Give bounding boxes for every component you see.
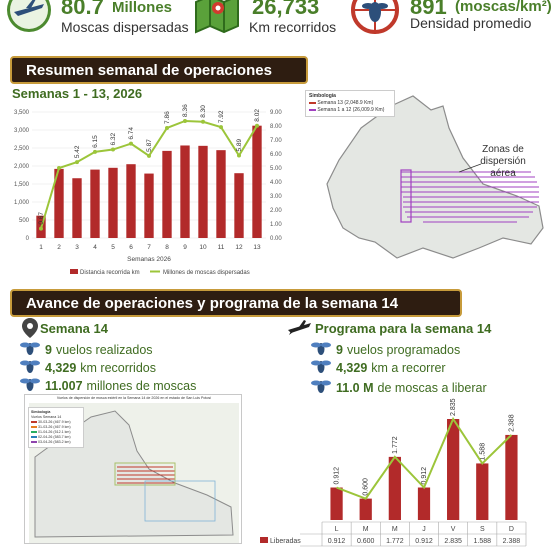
map2-legend-item: 31-03-26 (467.9 km)	[31, 425, 81, 430]
week14-flies: 11.007 millones de moscas	[19, 376, 196, 395]
x-tick-label: 9	[183, 244, 187, 251]
fly-icon	[310, 340, 332, 359]
data-label: 0.600	[362, 478, 370, 496]
x-tick-label: 10	[199, 244, 207, 251]
map1-legend-item: Semana 1 a 12 (26,009.9 Km)	[309, 107, 391, 114]
bar	[144, 174, 153, 238]
x-tick-label: 2	[57, 244, 61, 251]
line-point	[147, 154, 151, 158]
y2-tick-label: 4.00	[270, 180, 282, 186]
y2-tick-label: 1.00	[270, 222, 282, 228]
x-tick-label: 1	[39, 244, 43, 251]
bar	[476, 463, 488, 520]
weeks-range-title: Semanas 1 - 13, 2026	[12, 86, 143, 101]
y-tick-label: 1,000	[13, 200, 29, 206]
program14-title: Programa para la semana 14	[315, 321, 492, 336]
map1-legend	[305, 90, 395, 117]
y2-tick-label: 7.00	[270, 138, 282, 144]
line-point	[93, 150, 97, 154]
x-tick-label: V	[450, 526, 456, 533]
x-tick-label: L	[334, 526, 339, 533]
line-point	[39, 227, 43, 231]
table-row-label: Liberadas	[270, 538, 301, 545]
x-tick-label: S	[479, 526, 485, 533]
kpi-density-label: Densidad promedio	[410, 15, 532, 31]
x-tick-label: 6	[129, 244, 133, 251]
y2-tick-label: 6.00	[270, 152, 282, 158]
data-label: 7.86	[164, 111, 171, 124]
data-label: 0.912	[333, 466, 341, 485]
y2-tick-label: 0.00	[270, 236, 282, 242]
line-point	[165, 126, 169, 130]
table-cell: 0.600	[356, 538, 375, 545]
progress-banner: Avance de operaciones y programa de la semana 14	[10, 289, 462, 317]
x-tick-label: J	[422, 526, 426, 533]
line-point	[219, 125, 223, 129]
kpi-strip	[0, 0, 550, 46]
line-point	[75, 160, 79, 164]
data-label: 8.36	[182, 104, 189, 117]
data-label: 2.388	[508, 414, 516, 432]
airplane-icon	[4, 0, 54, 43]
line-point	[255, 124, 259, 128]
airplane-icon	[287, 320, 313, 341]
y-tick-label: 500	[18, 218, 29, 224]
bar	[72, 178, 81, 238]
data-label: 5.42	[74, 145, 81, 159]
y2-tick-label: 5.00	[270, 166, 282, 172]
bar	[389, 457, 401, 520]
x-tick-label: 4	[93, 244, 97, 251]
bar	[234, 173, 243, 238]
dispersion-map-week14	[24, 394, 242, 544]
bar	[252, 126, 261, 238]
x-tick-label: 5	[111, 244, 115, 251]
x-tick-label: D	[508, 526, 514, 533]
data-label: 5.87	[146, 139, 153, 152]
legend-label: Distancia recorrida km	[80, 270, 140, 276]
map2-legend-title: Simbología	[31, 410, 51, 414]
y2-tick-label: 3.00	[270, 194, 282, 200]
table-cell: 0.912	[415, 538, 433, 545]
map1-zone-label: Zonas de dispersión aérea	[480, 144, 526, 179]
table-cell: 1.772	[386, 538, 404, 545]
data-label: 6.15	[92, 135, 99, 148]
x-tick-label: 13	[253, 244, 261, 251]
legend-label: Millones de moscas dispersadas	[163, 270, 250, 276]
kpi-flies-value: 80.7	[61, 0, 104, 19]
y-tick-label: 3,500	[13, 110, 29, 116]
x-tick-label: 3	[75, 244, 79, 251]
table-cell: 2.388	[502, 538, 521, 545]
data-label: 1.772	[391, 436, 399, 454]
map2-legend-item: 30-03-26 (467.9 km)	[31, 420, 81, 425]
map2-legend	[28, 407, 84, 448]
daily-release-chart	[270, 396, 550, 550]
week14-flights: 9 vuelos realizados	[19, 340, 153, 359]
table-cell: 1.588	[473, 538, 492, 545]
y-tick-label: 0	[25, 236, 29, 242]
bar	[418, 488, 430, 520]
kpi-km-label: Km recorridos	[249, 19, 337, 35]
mosquito-icon	[347, 0, 403, 45]
y2-tick-label: 9.00	[270, 110, 282, 116]
bar	[330, 488, 342, 520]
kpi-flies-label: Moscas dispersadas	[61, 19, 189, 35]
x-tick-label: 8	[165, 244, 169, 251]
line-point	[201, 120, 205, 124]
fly-icon	[19, 376, 41, 395]
map1-legend-title: Simbología	[309, 93, 336, 99]
bar	[505, 435, 517, 520]
program14-flies: 11.0 M de moscas a liberar	[310, 378, 487, 397]
weekly-summary-banner: Resumen semanal de operaciones	[10, 56, 308, 84]
bar	[108, 168, 117, 238]
dispersion-map-weekly	[303, 88, 547, 280]
data-label: 0.67	[38, 211, 45, 225]
data-label: 6.74	[128, 126, 135, 140]
data-label: 7.92	[218, 110, 225, 124]
data-label: 6.32	[110, 132, 117, 146]
bar	[180, 145, 189, 238]
data-label: 2.835	[450, 398, 458, 417]
map2-title: Vuelos de dispersión de mosca estéril en la Semana 14 de 2026 en el estado de San Luis Potosí	[56, 396, 212, 400]
map2-legend-item: 01-04-26 (512.1 km)	[31, 430, 81, 435]
fly-icon	[19, 340, 41, 359]
x-axis-label: Semanas 2026	[127, 256, 171, 263]
program14-flights: 9 vuelos programados	[310, 340, 460, 359]
fly-icon	[310, 358, 332, 377]
kpi-density-value: 891	[410, 0, 447, 19]
map-icon	[192, 0, 242, 41]
y-tick-label: 3,000	[13, 128, 29, 134]
legend-swatch-shadow	[262, 537, 268, 543]
x-tick-label: 12	[235, 244, 243, 251]
table-cell: 2.835	[444, 538, 462, 545]
bar	[126, 164, 135, 238]
bar	[90, 170, 99, 238]
fly-icon	[19, 358, 41, 377]
data-label: 5.89	[236, 138, 243, 152]
kpi-km-value: 26,733	[252, 0, 320, 19]
weekly-combo-chart	[0, 104, 300, 292]
line-point	[237, 154, 241, 158]
y2-tick-label: 2.00	[270, 208, 282, 214]
map2-legend-item: 02-04-26 (583.7 km)	[31, 435, 81, 440]
week14-km: 4,329 km recorridos	[19, 358, 156, 377]
line-point	[183, 119, 187, 123]
y-tick-label: 2,500	[13, 146, 29, 152]
x-tick-label: 7	[147, 244, 151, 251]
y-tick-label: 1,500	[13, 182, 29, 188]
legend-swatch	[70, 269, 78, 274]
bar	[162, 151, 171, 238]
x-tick-label: M	[362, 526, 369, 533]
data-label: 1.588	[479, 442, 487, 461]
week14-title: Semana 14	[40, 321, 108, 336]
map1-legend-item: Semana 13 (2,048.9 Km)	[309, 100, 391, 107]
bar	[447, 419, 459, 520]
x-tick-label: M	[391, 526, 398, 533]
bar	[216, 150, 225, 238]
y2-tick-label: 8.00	[270, 124, 282, 130]
table-cell: 0.912	[327, 538, 346, 545]
y-tick-label: 2,000	[13, 164, 29, 170]
kpi-density-unit: (moscas/km²)	[455, 0, 552, 15]
line-point	[111, 148, 115, 152]
x-tick-label: 11	[217, 244, 225, 251]
bar	[360, 499, 372, 520]
line-point	[57, 166, 61, 170]
fly-icon	[310, 378, 332, 397]
data-label: 8.30	[200, 105, 207, 118]
line-point	[129, 142, 133, 146]
map2-legend-subtitle: Vuelos Semana 14	[31, 415, 62, 419]
program14-km: 4,329 km a recorrer	[310, 358, 446, 377]
data-label: 8.02	[254, 109, 261, 122]
map2-legend-item: 03-04-26 (583.2 km)	[31, 440, 81, 445]
data-label: 0.912	[421, 466, 428, 485]
bar	[198, 146, 207, 238]
kpi-flies-unit: Millones	[112, 0, 173, 16]
